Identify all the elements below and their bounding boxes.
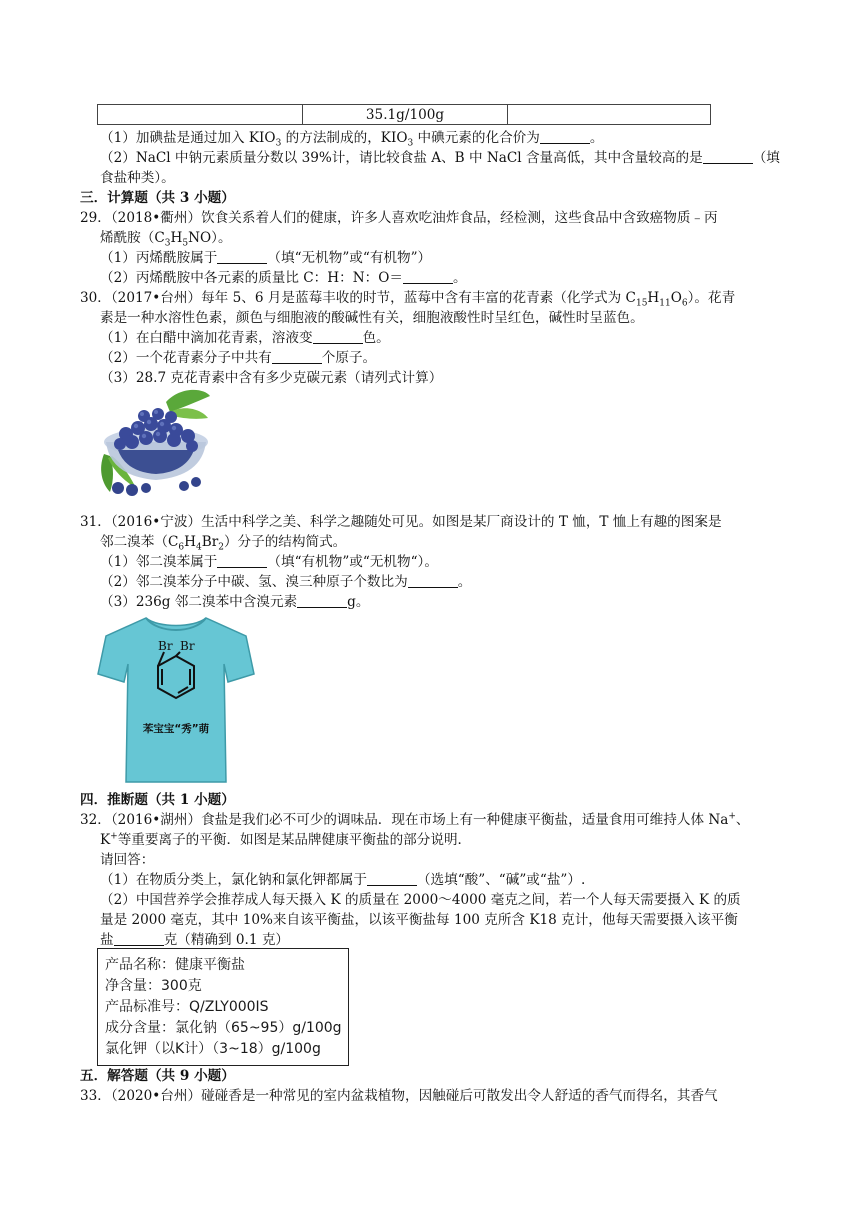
label-line: 氯化钾（以K计）（3~18）g/100g [105,1041,321,1057]
table-cell-empty [508,105,710,124]
q31-part2: （2）邻二溴苯分子中碳、氢、溴三种原子个数比为 。 [100,574,472,590]
q32-part2-cont: 盐 克（精确到 0.1 克） [100,932,290,948]
q29-part2: （2）丙烯酰胺中各元素的质量比 C：H：N：O＝ 。 [100,270,467,286]
q30-stem: 30．（2017•台州）每年 5、6 月是蓝莓丰收的时节，蓝莓中含有丰富的花青素（化学式为 $C_{15}H_{11}O_6$）。花青 [80,290,736,309]
q29-stem: 29．（2018•衢州）饮食关系着人们的健康，许多人喜欢吃油炸食品，经检测，这些食品中含致癌物质﹣丙 [80,210,718,226]
q32-prompt: 请回答： [100,852,155,868]
table-cell-empty [98,105,303,124]
answer-blank[interactable] [403,269,453,284]
section-title: 四．推断题（共 1 小题） [80,792,235,808]
q31-stem: 31．（2016•宁波）生活中科学之美、科学之趣随处可见。如图是某厂商设计的 T 恤，T 恤上有趣的图案是 [80,514,722,530]
label-line: 产品标准号：Q/ZLY000IS [105,999,269,1015]
q31-stem-cont: 邻二溴苯$(C_6H_4Br_2)$分子的结构简式。 [100,534,347,553]
shirt-caption: 苯宝宝“秀”萌 [142,723,210,735]
q32-part2-cont: 量是 2000 毫克，其中 10%来自该平衡盐，以该平衡盐每 100 克所含 K18 克计，他每天需要摄入该平衡 [100,912,738,928]
label-line: 成分含量：氯化钠（65~95）g/100g [105,1020,342,1036]
answer-blank[interactable] [540,129,590,144]
answer-blank[interactable] [217,553,267,568]
q32-part1: （1）在物质分类上，氯化钠和氯化钾都属于 （选填“酸”、“碱”或“盐”）. [100,872,586,888]
product-label [97,948,349,1066]
q33-stem: 33．（2020•台州）碰碰香是一种常见的室内盆栽植物，因触碰后可散发出令人舒适的香气而得名，其香气 [80,1088,718,1104]
q29-stem-cont: 烯酰胺$(C_3H_5NO)$。 [100,230,232,249]
q30-part2: （2）一个花青素分子中共有 个原子。 [100,350,377,366]
answer-blank[interactable] [367,871,417,886]
section-title: 三．计算题（共 3 小题） [80,190,235,206]
blueberry-bowl-image [96,384,214,499]
shirt-br-label: Br [158,639,173,653]
q29-part1: （1）丙烯酰胺属于 （填“无机物”或“有机物”） [100,250,432,266]
q32-stem: 32．（2016•湖州）食盐是我们必不可少的调味品．现在市场上有一种健康平衡盐，适量食用可维持人体 Na+、 [80,811,750,828]
q32-part2: （2）中国营养学会推荐成人每天摄入 K 的质量在 2000～4000 毫克之间，若一个人每天需要摄入 K 的质 [100,892,741,908]
tshirt-image [96,612,256,784]
label-line: 产品名称：健康平衡盐 [105,957,245,973]
q30-stem-cont: 素是一种水溶性色素，颜色与细胞液的酸碱性有关，细胞液酸性时呈红色，碱性时呈蓝色。 [100,310,644,326]
table-cell-value: 35.1g/100g [303,105,508,124]
q30-part1: （1）在白醋中滴加花青素，溶液变 色。 [100,330,390,346]
answer-blank[interactable] [313,329,363,344]
q31-part3: （3）236g 邻二溴苯中含溴元素 g。 [100,594,370,610]
section-title: 五．解答题（共 9 小题） [80,1068,235,1084]
q28-part2: （2）NaCl 中钠元素质量分数以 39%计，请比较食盐 A、B 中 NaCl 含量高低，其中含量较高的是 （填 [100,150,780,166]
q31-part1: （1）邻二溴苯属于 （填“有机物”或“无机物“）。 [100,554,438,570]
label-line: 净含量：300克 [105,978,202,994]
q30-part3: （3）28.7 克花青素中含有多少克碳元素（请列式计算） [100,370,443,386]
shirt-br-label: Br [180,639,195,653]
q32-stem-cont: K+等重要离子的平衡．如图是某品牌健康平衡盐的部分说明． [100,831,472,848]
answer-blank[interactable] [217,249,267,264]
answer-blank[interactable] [272,349,322,364]
q28-part1: （1）加碘盐是通过加入 $KIO_3$ 的方法制成的，$KIO_3$ 中碘元素的化合价为 。 [100,130,604,149]
data-table-row [97,104,711,125]
answer-blank[interactable] [114,931,164,946]
answer-blank[interactable] [297,593,347,608]
q28-part2-cont: 食盐种类）。 [100,170,175,186]
answer-blank[interactable] [703,149,753,164]
answer-blank[interactable] [408,573,458,588]
